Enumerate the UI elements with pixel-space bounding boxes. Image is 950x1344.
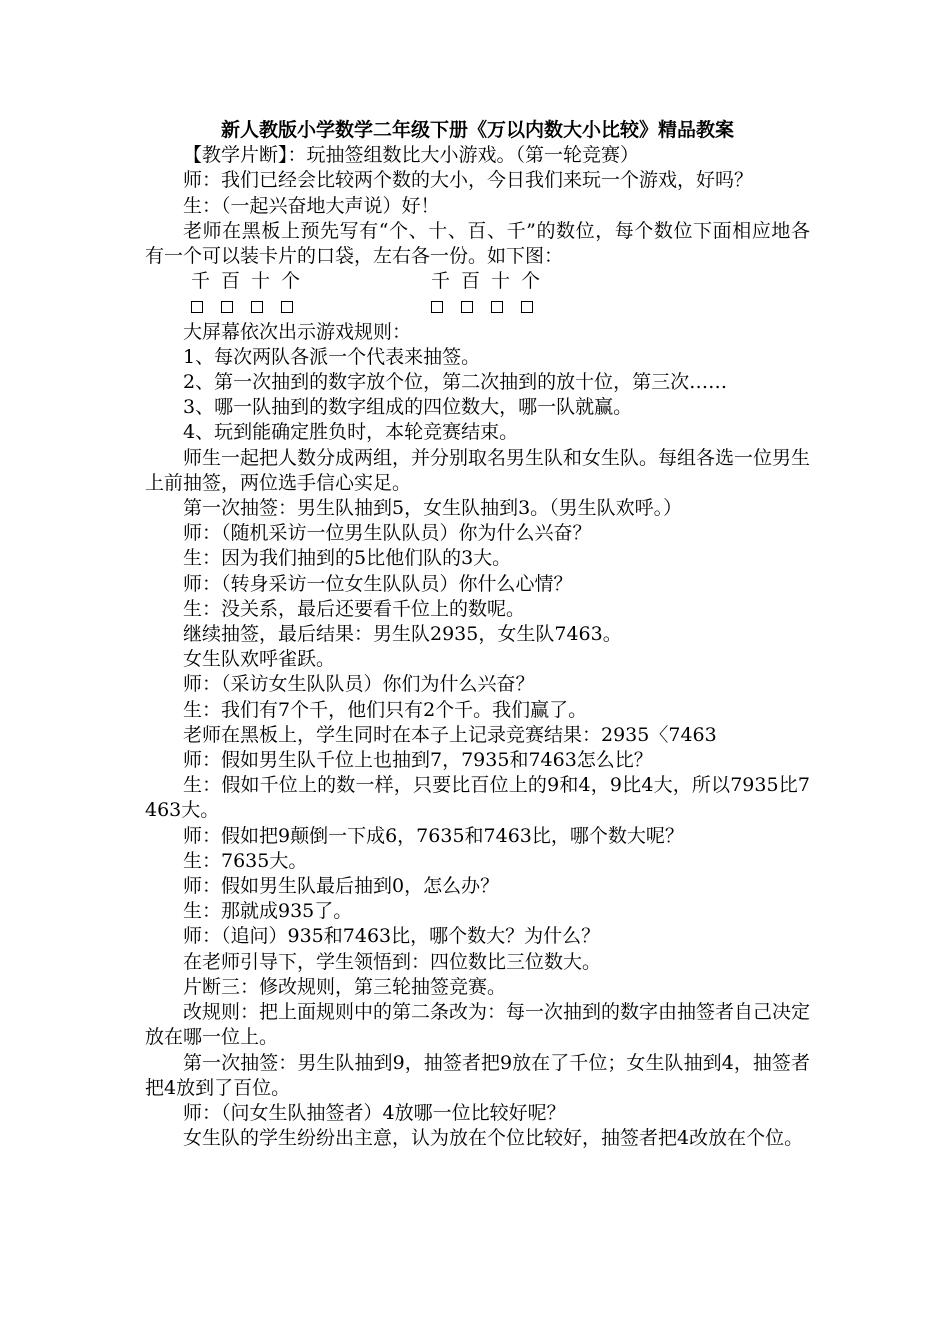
paragraph: 生：我们有7个千，他们只有2个千。我们赢了。: [183, 698, 588, 721]
place-value-diagram: [145, 269, 810, 319]
paragraph: 师：假如男生队最后抽到0，怎么办？: [183, 875, 500, 898]
paragraph: 师：（转身采访一位女生队队员）你什么心情？: [183, 572, 573, 595]
paragraph: 生：假如千位上的数一样，只要比百位上的9和4，9比4大，所以7935比7463大。: [145, 774, 810, 822]
paragraph: 师生一起把人数分成两组，并分别取名男生队和女生队。每组各选一位男生上前抽签，两位选手信心实足。: [145, 446, 811, 494]
place-value-labels: [431, 269, 551, 294]
place-label-tens: 十: [491, 270, 511, 293]
pocket-box-icon: [221, 301, 233, 313]
paragraph: 生：（一起兴奋地大声说）好！: [183, 194, 440, 217]
paragraph: 片断三：修改规则，第三轮抽签竞赛。: [183, 975, 507, 998]
paragraph: 生：7635大。: [183, 849, 308, 872]
paragraph: 师：假如男生队千位上也抽到7，7935和7463怎么比？: [183, 749, 653, 772]
paragraph: 师：（采访女生队队员）你们为什么兴奋？: [183, 673, 535, 696]
paragraph: 师：（问女生队抽签者）4放哪一位比较好呢？: [183, 1101, 566, 1124]
place-label-hundreds: 百: [221, 270, 241, 293]
paragraph: 女生队的学生纷纷出主意，认为放在个位比较好，抽签者把4改放在个位。: [183, 1127, 804, 1150]
pocket-row: [191, 294, 311, 319]
paragraph: 老师在黑板上预先写有“个、十、百、千”的数位，每个数位下面相应地各有一个可以装卡片的口袋，左右各一份。如下图：: [145, 219, 810, 268]
place-label-hundreds: 百: [461, 270, 481, 293]
paragraph-list: [145, 320, 810, 1152]
paragraph: 师：假如把9颠倒一下成6，7635和7463比，哪个数大呢？: [183, 824, 684, 847]
paragraph: 第一次抽签：男生队抽到5，女生队抽到3。（男生队欢呼。）: [183, 497, 683, 520]
pocket-box-icon: [491, 301, 503, 313]
document-page: [145, 118, 810, 1151]
paragraph: 大屏幕依次出示游戏规则：: [183, 320, 412, 343]
place-label-thousands: 千: [191, 270, 211, 293]
paragraph: 2、第一次抽到的数字放个位，第二次抽到的放十位，第三次……: [183, 371, 728, 394]
paragraph: 【教学片断】：玩抽签组数比大小游戏。（第一轮竞赛）: [183, 144, 640, 167]
place-value-group-left: [191, 269, 311, 319]
paragraph: 生：没关系，最后还要看千位上的数呢。: [183, 597, 526, 620]
place-value-labels: [191, 269, 311, 294]
paragraph: 生：那就成935了。: [183, 900, 353, 923]
place-value-group-right: [431, 269, 551, 319]
pocket-box-icon: [461, 301, 473, 313]
paragraph: 在老师引导下，学生领悟到：四位数比三位数大。: [183, 950, 602, 973]
place-label-ones: 个: [281, 270, 301, 293]
paragraph: 师：（追问）935和7463比，哪个数大？为什么？: [183, 925, 601, 948]
pocket-box-icon: [521, 301, 533, 313]
paragraph: 1、每次两队各派一个代表来抽签。: [183, 345, 481, 368]
paragraph: 老师在黑板上，学生同时在本子上记录竞赛结果：2935〈7463: [183, 723, 717, 746]
pocket-box-icon: [251, 301, 263, 313]
pocket-box-icon: [281, 301, 293, 313]
paragraph: 生：因为我们抽到的5比他们队的3大。: [183, 547, 512, 570]
place-label-thousands: 千: [431, 270, 451, 293]
place-label-tens: 十: [251, 270, 271, 293]
paragraph: 师：我们已经会比较两个数的大小，今日我们来玩一个游戏，好吗？: [183, 169, 754, 192]
paragraph: 女生队欢呼雀跃。: [183, 648, 336, 671]
paragraph: 改规则：把上面规则中的第二条改为：每一次抽到的数字由抽签者自己决定放在哪一位上。: [145, 1001, 811, 1049]
paragraph: 第一次抽签：男生队抽到9，抽签者把9放在了千位；女生队抽到4，抽签者把4放到了百位。: [145, 1051, 810, 1099]
pocket-row: [431, 294, 551, 319]
paragraph: 4、玩到能确定胜负时，本轮竞赛结束。: [183, 421, 519, 444]
document-title: 新人教版小学数学二年级下册《万以内数大小比较》精品教案: [220, 119, 734, 141]
paragraph: 继续抽签，最后结果：男生队2935，女生队7463。: [183, 623, 622, 646]
pocket-box-icon: [191, 301, 203, 313]
place-label-ones: 个: [521, 270, 541, 293]
pocket-box-icon: [431, 301, 443, 313]
paragraph: 3、哪一队抽到的数字组成的四位数大，哪一队就赢。: [183, 396, 633, 419]
paragraph: 师：（随机采访一位男生队队员）你为什么兴奋？: [183, 522, 592, 545]
